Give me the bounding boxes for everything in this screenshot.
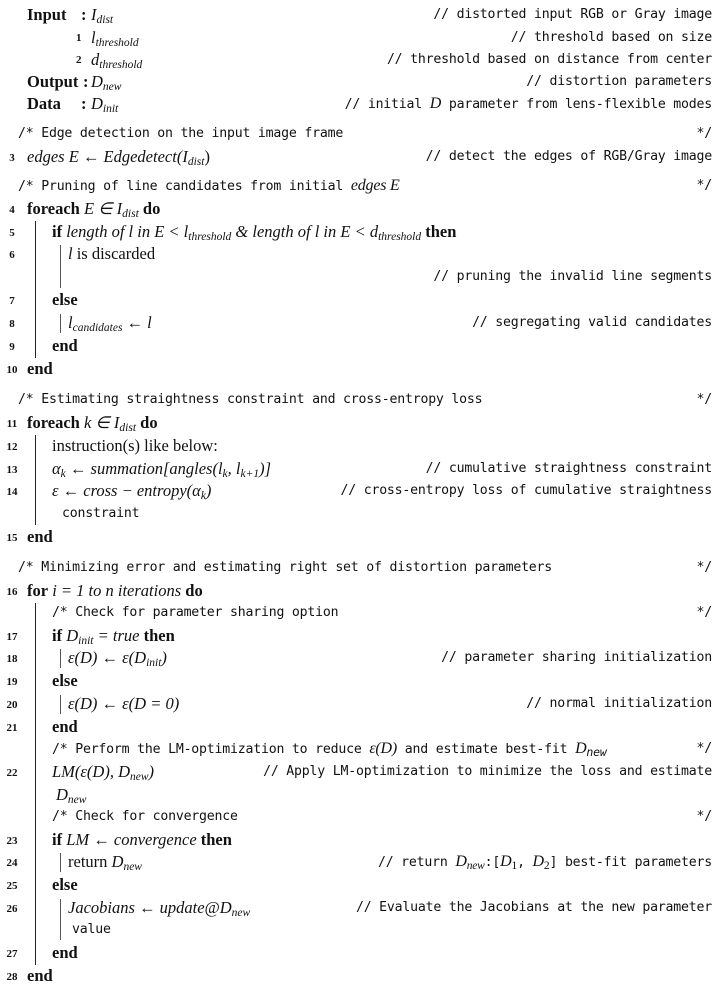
line-number: 26 — [6, 903, 18, 915]
input-var: $I_{dist}$ — [91, 5, 114, 26]
block-line-if-1 — [60, 245, 61, 288]
line-22-continuation — [0, 784, 724, 806]
if-statement: if $D_{init}$ = true then — [52, 626, 175, 647]
line-number: 22 — [6, 767, 18, 779]
input-label: Input — [27, 5, 67, 24]
line-11 — [0, 412, 724, 434]
comment-text: /* Minimizing error and estimating right set of distortion parameters — [18, 560, 553, 575]
comment-lm-optimization: /* Perform the LM-optimization to reduce ε(D) and estimate best-fit $D_{new}$ */ — [52, 740, 712, 759]
line-9 — [0, 335, 724, 357]
end-keyword: end — [52, 717, 78, 736]
end-keyword: end — [27, 966, 53, 985]
else-keyword: else — [52, 875, 78, 894]
input-line-2 — [0, 49, 724, 71]
l-threshold-var: $l_{threshold}$ — [91, 28, 139, 49]
line-17 — [0, 625, 724, 647]
line-number: 6 — [9, 249, 15, 261]
line26-comment: // Evaluate the Jacobians at the new parameter — [355, 900, 712, 915]
line-number: 1 — [76, 32, 82, 44]
data-row — [0, 93, 724, 115]
line-number: 16 — [6, 586, 18, 598]
line-number: 21 — [6, 722, 18, 734]
end-keyword: end — [27, 359, 53, 378]
line-number: 25 — [6, 880, 18, 892]
line-number: 13 — [6, 464, 18, 476]
data-colon: : — [81, 94, 87, 113]
line-number: 8 — [9, 318, 15, 330]
line-23 — [0, 829, 724, 851]
output-colon: : — [83, 72, 89, 91]
sharing-init-statement: ε(D) ← $\varepsilon(D_{init})$ — [68, 648, 167, 669]
line22-comment-cont: $D_{new}$ — [56, 785, 87, 806]
line1-comment: // threshold based on size — [510, 30, 712, 45]
line-number: 15 — [6, 532, 18, 544]
line2-comment: // threshold based on distance from center — [386, 52, 712, 67]
line-number: 14 — [6, 486, 18, 498]
input-comment: // distorted input RGB or Gray image — [433, 7, 712, 22]
line-number: 12 — [6, 441, 18, 453]
output-row — [0, 71, 724, 93]
line-12 — [0, 435, 724, 457]
line-4 — [0, 198, 724, 220]
cross-entropy-statement: ε ← cross − $entropy(\alpha_k)$ — [52, 481, 212, 502]
comment-text: /* Edge detection on the input image frame — [18, 126, 344, 141]
block-line-foreach-2 — [35, 435, 36, 525]
candidates-statement: $l_{candidates}$ ← l — [68, 313, 152, 334]
block-line-if-2 — [60, 649, 61, 668]
block-line-foreach-1 — [35, 221, 36, 358]
line-16 — [0, 580, 724, 602]
line8-comment: // segregating valid candidates — [472, 315, 712, 330]
line-14-continuation — [0, 503, 724, 525]
comment-parameter-sharing: /* Check for parameter sharing option */ — [52, 605, 712, 620]
line-number: 17 — [6, 631, 18, 643]
line-18 — [0, 647, 724, 669]
foreach-statement: foreach k ∈ $I_{dist}$ do — [27, 413, 158, 434]
if-statement: if LM ← convergence then — [52, 830, 232, 849]
comment-edge-detection — [0, 123, 724, 145]
comment-text: /* Perform the LM-optimization to reduce — [52, 742, 370, 757]
comment-text: /* Estimating straightness constraint and cross-entropy loss — [18, 392, 483, 407]
block-line-if-3 — [60, 853, 61, 872]
block-line-else-3 — [60, 899, 61, 940]
comment-end: */ — [696, 126, 712, 141]
end-keyword: end — [52, 336, 78, 355]
line26-comment-cont: value — [72, 922, 111, 937]
line-14 — [0, 480, 724, 502]
line-13 — [0, 458, 724, 480]
line20-comment: // normal initialization — [526, 696, 712, 711]
d-threshold-var: $d_{threshold}$ — [91, 50, 143, 71]
end-keyword: end — [52, 943, 78, 962]
lm-statement: LM(ε(D), $D_{new}$) — [52, 762, 155, 783]
else-keyword: else — [52, 671, 78, 690]
normal-init-statement: ε(D) ← ε(D = 0) — [68, 694, 180, 713]
line-28 — [0, 965, 724, 987]
line-22 — [0, 761, 724, 783]
line-number: 19 — [6, 676, 18, 688]
data-comment: // initial D parameter from lens-flexible modes — [344, 95, 712, 112]
line-number: 28 — [6, 971, 18, 983]
line-7 — [0, 289, 724, 311]
line-26-continuation — [0, 919, 724, 941]
line-6-comment-row — [0, 266, 724, 288]
input-line-1 — [0, 27, 724, 49]
line-24 — [0, 851, 724, 873]
line-27 — [0, 942, 724, 964]
end-keyword: end — [27, 527, 53, 546]
comment-text: /* Check for convergence — [52, 809, 238, 824]
comment-minimizing: /* Minimizing error and estimating right set of distortion parameters */ — [18, 560, 712, 575]
summation-statement: $\alpha_k$ ← $summation[angles(l_k$, $l_{k+1}$)] — [52, 459, 272, 480]
edgedetect-statement: edges E ← $Edgedetect(I_{dist})$ — [27, 147, 210, 168]
line-number: 18 — [6, 653, 18, 665]
block-line-else-2 — [60, 695, 61, 714]
line13-comment: // cumulative straightness constraint — [425, 461, 712, 476]
line-number: 23 — [6, 835, 18, 847]
comment-pruning: /* Pruning of line candidates from initial edges E */ — [18, 177, 712, 194]
line-10 — [0, 358, 724, 380]
block-line-for — [35, 603, 36, 965]
line-number: 27 — [6, 948, 18, 960]
line-number: 7 — [9, 295, 15, 307]
output-var: $D_{new}$ — [91, 72, 122, 93]
return-statement: return $D_{new}$ — [68, 852, 142, 873]
data-label: Data — [27, 94, 61, 113]
input-row — [0, 4, 724, 26]
comment-text: /* Check for parameter sharing option — [52, 605, 339, 620]
line6-comment: // pruning the invalid line segments — [433, 269, 712, 284]
line-number: 5 — [9, 227, 15, 239]
jacobians-statement: Jacobians ← $update@D_{new}$ — [68, 898, 251, 919]
line3-comment: // detect the edges of RGB/Gray image — [425, 149, 712, 164]
instruction-text: instruction(s) like below: — [52, 436, 218, 455]
data-var: $D_{init}$ — [91, 94, 119, 115]
line-number: 24 — [6, 857, 18, 869]
line-number: 2 — [76, 54, 82, 66]
line-15 — [0, 526, 724, 548]
line-25 — [0, 874, 724, 896]
discard-statement: l is discarded — [68, 244, 156, 263]
for-statement: for i = 1 to n iterations do — [27, 581, 203, 600]
line14-comment-cont: constraint — [62, 506, 140, 521]
block-line-else-1 — [60, 314, 61, 333]
comment-convergence: /* Check for convergence */ — [52, 809, 712, 824]
line-8 — [0, 312, 724, 334]
comment-text: /* Pruning of line candidates from initial — [18, 179, 351, 194]
line-20 — [0, 693, 724, 715]
else-keyword: else — [52, 290, 78, 309]
line-19 — [0, 670, 724, 692]
line18-comment: // parameter sharing initialization — [441, 650, 712, 665]
input-colon: : — [81, 5, 87, 24]
line-number: 3 — [9, 152, 15, 164]
line14-comment: // cross-entropy loss of cumulative straightness — [340, 483, 712, 498]
line-number: 11 — [6, 418, 18, 430]
line22-comment: // Apply LM-optimization to minimize the loss and estimate — [263, 764, 712, 779]
output-comment: // distortion parameters — [526, 74, 712, 89]
if-statement: if length of l in $E < l_{threshold}$ & length of l in $E < d_{threshold}$ then — [52, 222, 457, 243]
foreach-statement: foreach E ∈ $I_{dist}$ do — [27, 199, 161, 220]
line-number: 4 — [9, 204, 15, 216]
output-label: Output — [27, 72, 79, 91]
line-26 — [0, 897, 724, 919]
line-21 — [0, 716, 724, 738]
line-6 — [0, 243, 724, 265]
line24-comment: // return $D_{new}:[D_1$, $D_2$] best-fit parameters — [377, 853, 712, 872]
line-number: 9 — [9, 341, 15, 353]
comment-straightness: /* Estimating straightness constraint and cross-entropy loss */ — [18, 392, 712, 407]
line-5 — [0, 221, 724, 243]
line-number: 20 — [6, 699, 18, 711]
line-number: 10 — [6, 364, 18, 376]
line-3 — [0, 146, 724, 168]
